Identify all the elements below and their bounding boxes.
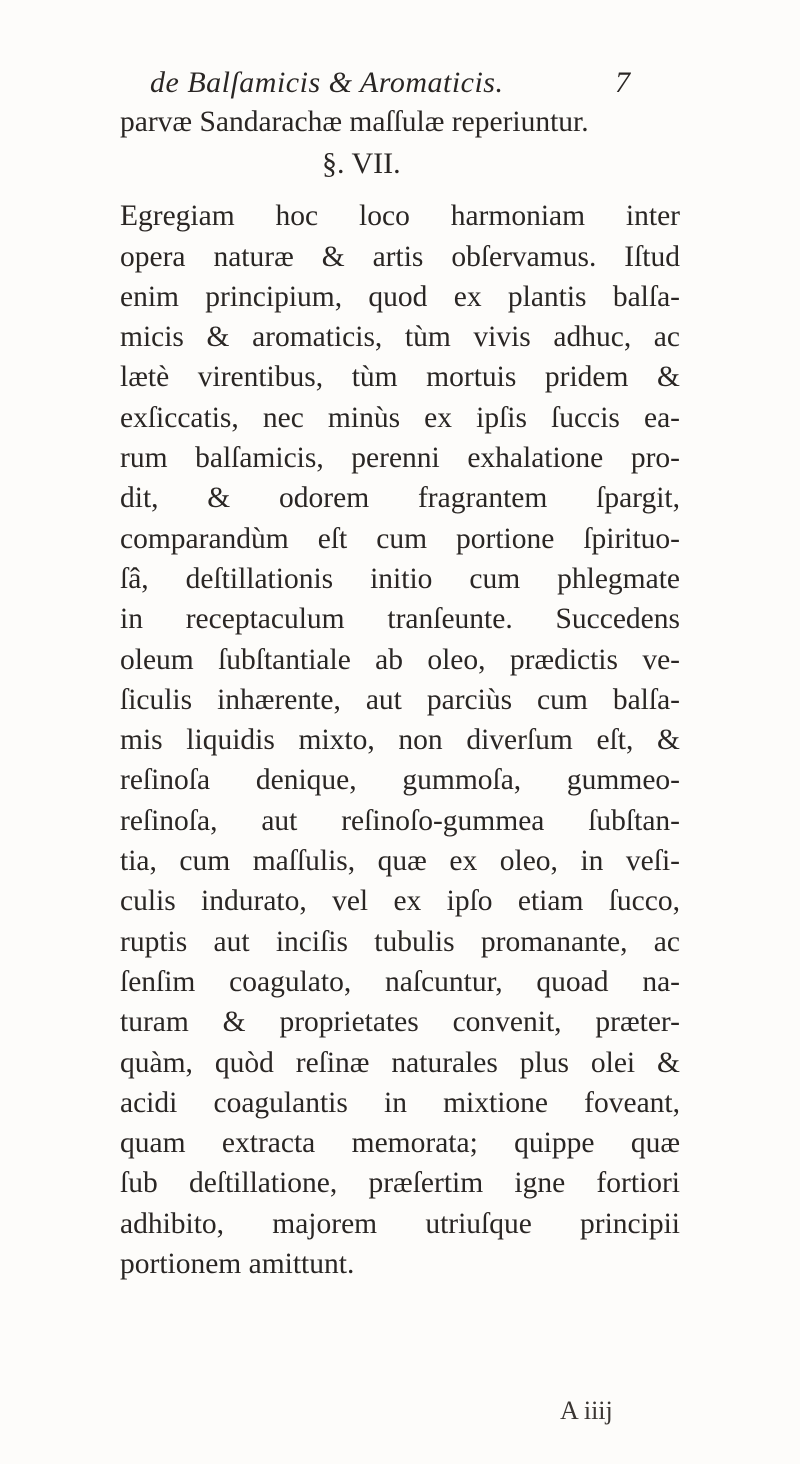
- text-line: enim principium, quod ex plantis balſa-: [120, 280, 680, 313]
- text-line: adhibito, majorem utriuſque principii: [120, 1207, 680, 1240]
- text-line: comparandùm eſt cum portione ſpirituo-: [120, 522, 680, 555]
- text-line: exſiccatis, nec minùs ex ipſis ſuccis ea-: [120, 401, 680, 434]
- text-line: Egregiam hoc loco harmoniam inter: [120, 200, 680, 233]
- text-line: tia, cum maſſulis, quæ ex oleo, in veſi-: [120, 845, 680, 878]
- text-line: dit, & odorem fragrantem ſpargit,: [120, 482, 680, 515]
- text-line: reſinoſa denique, gummoſa, gummeo-: [120, 764, 680, 797]
- text-line: rum balſamicis, perenni exhalatione pro-: [120, 442, 680, 475]
- running-title: de Balſamicis & Aromaticis.: [150, 66, 504, 99]
- text-line: turam & proprietates convenit, præter-: [120, 1006, 680, 1039]
- text-line: ſâ, deſtillationis initio cum phlegmate: [120, 562, 680, 595]
- text-line: acidi coagulantis in mixtione foveant,: [120, 1086, 680, 1119]
- text-line: opera naturæ & artis obſervamus. Iſtud: [120, 240, 680, 273]
- continuation-line: parvæ Sandarachæ maſſulæ reperiuntur.: [120, 106, 589, 138]
- page-header: [150, 66, 630, 106]
- text-line: ſiculis inhærente, aut parciùs cum balſa-: [120, 683, 680, 716]
- paragraph: [120, 196, 680, 1284]
- text-line: oleum ſubſtantiale ab oleo, prædictis ve-: [120, 643, 680, 676]
- text-line: mis liquidis mixto, non diverſum eſt, &: [120, 724, 680, 757]
- text-line: ruptis aut inciſis tubulis promanante, ac: [120, 925, 680, 958]
- text-line: quàm, quòd reſinæ naturales plus olei &: [120, 1046, 680, 1079]
- text-line: micis & aromaticis, tùm vivis adhuc, ac: [120, 321, 680, 354]
- body-text: [120, 102, 680, 1284]
- text-line: portionem amittunt.: [120, 1248, 355, 1281]
- page-number: 7: [615, 66, 630, 99]
- text-line: in receptaculum tranſeunte. Succedens: [120, 603, 680, 636]
- text-line: ſub deſtillatione, præſertim igne fortiori: [120, 1167, 680, 1200]
- signature-mark: A iiij: [560, 1396, 613, 1425]
- text-line: ſenſim coagulato, naſcuntur, quoad na-: [120, 965, 680, 998]
- text-line: culis indurato, vel ex ipſo etiam ſucco,: [120, 885, 680, 918]
- section-heading: §. VII.: [322, 147, 401, 181]
- text-line: reſinoſa, aut reſinoſo-gummea ſubſtan-: [120, 804, 680, 837]
- text-line: quam extracta memorata; quippe quæ: [120, 1127, 680, 1160]
- text-line: lætè virentibus, tùm mortuis pridem &: [120, 361, 680, 394]
